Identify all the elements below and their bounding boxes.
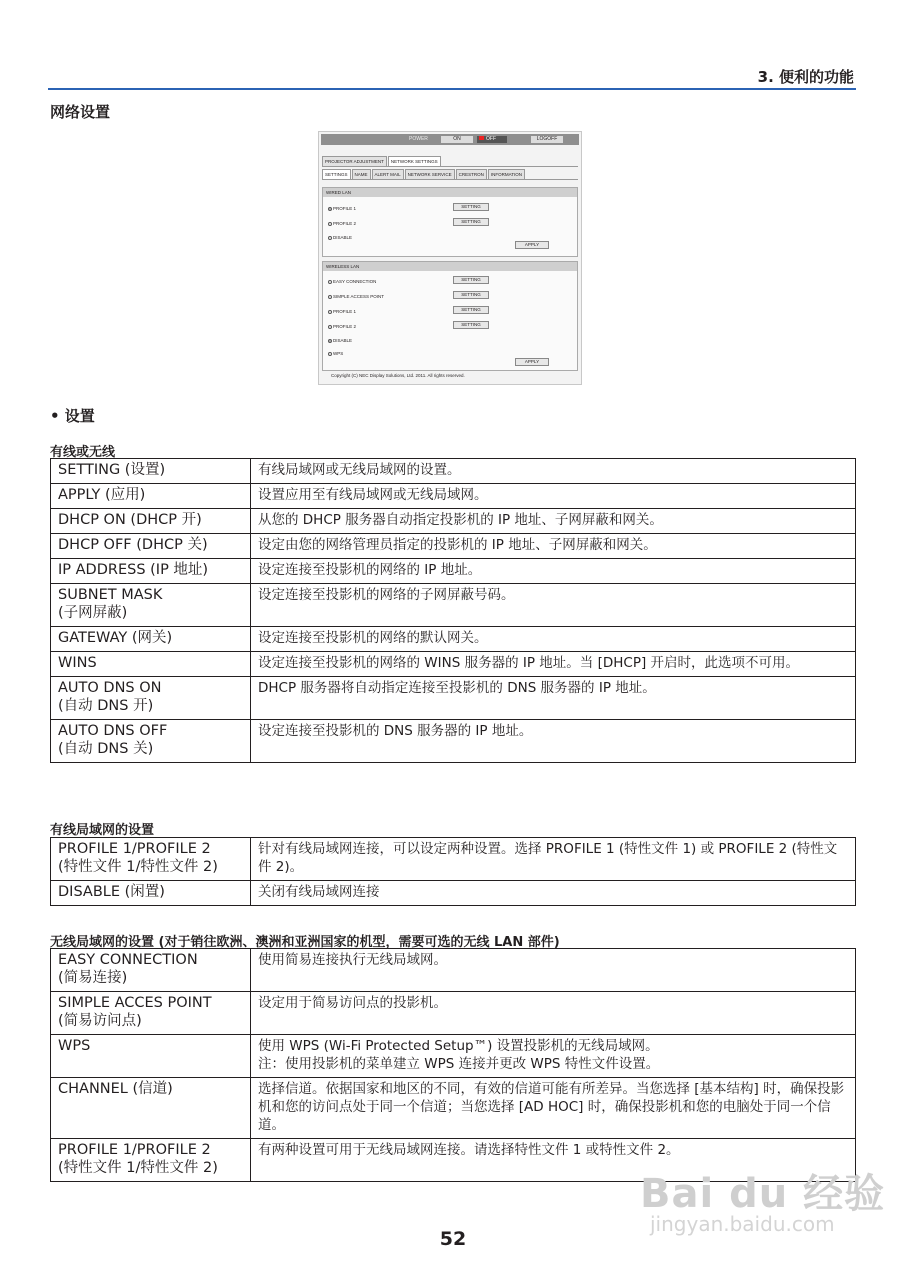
power-label: POWER xyxy=(409,136,428,142)
power-on-button[interactable]: ON xyxy=(441,136,473,143)
term-cell: PROFILE 1/PROFILE 2 (特性文件 1/特性文件 2) xyxy=(51,1139,251,1182)
wireless-profile1-radio[interactable] xyxy=(328,309,356,314)
radio-selected-icon xyxy=(328,339,332,343)
wired-lan-table xyxy=(50,837,856,906)
tab-network-settings[interactable]: NETWORK SETTINGS xyxy=(388,156,441,166)
term-cell: SETTING (设置) xyxy=(51,459,251,484)
description-cell: 使用简易连接执行无线局域网。 xyxy=(251,949,856,992)
wired-profile2-radio[interactable] xyxy=(328,221,356,226)
table-row xyxy=(51,881,856,906)
radio-icon xyxy=(328,295,332,299)
table-row xyxy=(51,627,856,652)
chapter-heading: 3. 便利的功能 xyxy=(757,68,854,86)
term-cell: DHCP OFF (DHCP 关) xyxy=(51,534,251,559)
radio-icon xyxy=(328,280,332,284)
wireless-lan-title: WIRELESS LAN xyxy=(323,262,577,271)
settings-heading: • 设置 xyxy=(50,407,95,425)
table-row xyxy=(51,584,856,627)
term-cell: WPS xyxy=(51,1035,251,1078)
radio-icon xyxy=(328,222,332,226)
radio-icon xyxy=(328,325,332,329)
power-off-button[interactable] xyxy=(477,136,507,143)
description-cell: 设定连接至投影机的网络的默认网关。 xyxy=(251,627,856,652)
power-bar xyxy=(321,134,579,145)
description-cell: 针对有线局域网连接，可以设定两种设置。选择 PROFILE 1 (特性文件 1) 或 PROFILE 2 (特性文件 2)。 xyxy=(251,838,856,881)
wireless-profile1-setting-button[interactable]: SETTING xyxy=(453,306,489,314)
wireless-simple-ap-radio[interactable] xyxy=(328,294,384,299)
term-cell: AUTO DNS ON (自动 DNS 开) xyxy=(51,677,251,720)
term-cell: SUBNET MASK (子网屏蔽) xyxy=(51,584,251,627)
table-row xyxy=(51,459,856,484)
radio-icon xyxy=(328,310,332,314)
term-cell: WINS xyxy=(51,652,251,677)
wireless-simple-ap-setting-button[interactable]: SETTING xyxy=(453,291,489,299)
page-number: 52 xyxy=(439,1228,467,1250)
wired-disable-radio[interactable] xyxy=(328,235,352,240)
description-cell: 设定连接至投影机的网络的 IP 地址。 xyxy=(251,559,856,584)
section-wired-lan-title: 有线局域网的设置 xyxy=(50,823,155,838)
table-row xyxy=(51,509,856,534)
term-cell: DISABLE (闲置) xyxy=(51,881,251,906)
description-cell: DHCP 服务器将自动指定连接至投影机的 DNS 服务器的 IP 地址。 xyxy=(251,677,856,720)
network-settings-screenshot xyxy=(318,131,582,385)
table-row xyxy=(51,677,856,720)
radio-icon xyxy=(328,236,332,240)
tab-name[interactable]: NAME xyxy=(352,169,371,179)
wired-disable-label: DISABLE xyxy=(333,235,353,240)
tab-divider xyxy=(322,166,578,167)
term-cell: GATEWAY (网关) xyxy=(51,627,251,652)
wireless-profile2-setting-button[interactable]: SETTING xyxy=(453,321,489,329)
table-row xyxy=(51,484,856,509)
term-cell: CHANNEL (信道) xyxy=(51,1078,251,1139)
section-wired-or-wireless-title: 有线或无线 xyxy=(50,445,116,460)
wired-profile2-label: PROFILE 2 xyxy=(333,221,357,226)
table-row xyxy=(51,559,856,584)
term-cell: SIMPLE ACCES POINT (简易访问点) xyxy=(51,992,251,1035)
sub-tabs xyxy=(322,169,525,179)
copyright-text: Copyright (C) NEC Display Solutions, Ltd. 2011. All rights reserved. xyxy=(331,373,465,378)
term-cell: DHCP ON (DHCP 开) xyxy=(51,509,251,534)
tab-crestron[interactable]: CRESTRON xyxy=(456,169,487,179)
main-tabs xyxy=(322,156,441,166)
wireless-apply-button[interactable]: APPLY xyxy=(515,358,549,366)
table-row xyxy=(51,1035,856,1078)
tab-information[interactable]: INFORMATION xyxy=(488,169,525,179)
wired-profile1-label: PROFILE 1 xyxy=(333,206,357,211)
wireless-lan-table xyxy=(50,948,856,1182)
table-row xyxy=(51,838,856,881)
description-cell: 从您的 DHCP 服务器自动指定投影机的 IP 地址、子网屏蔽和网关。 xyxy=(251,509,856,534)
wireless-lan-group xyxy=(322,261,578,371)
tab-projector-adjustment[interactable]: PROJECTOR ADJUSTMENT xyxy=(322,156,387,166)
wireless-profile2-radio[interactable] xyxy=(328,324,356,329)
wireless-easy-connection-radio[interactable] xyxy=(328,279,376,284)
description-cell: 选择信道。依据国家和地区的不同，有效的信道可能有所差异。当您选择 [基本结构] 时，确保投影机和您的访问点处于同一个信道；当您选择 [AD HOC] 时，确保投影机和您的电脑处于同一个信道。 xyxy=(251,1078,856,1139)
tab-alert-mail[interactable]: ALERT MAIL xyxy=(372,169,404,179)
table-row xyxy=(51,652,856,677)
wired-lan-group xyxy=(322,187,578,257)
description-cell: 设定由您的网络管理员指定的投影机的 IP 地址、子网屏蔽和网关。 xyxy=(251,534,856,559)
description-cell: 设定连接至投影机的 DNS 服务器的 IP 地址。 xyxy=(251,720,856,763)
subtab-divider xyxy=(322,179,578,180)
table-row xyxy=(51,720,856,763)
wired-profile2-setting-button[interactable]: SETTING xyxy=(453,218,489,226)
description-cell: 设定连接至投影机的网络的子网屏蔽号码。 xyxy=(251,584,856,627)
wired-profile1-radio[interactable] xyxy=(328,206,356,211)
baidu-watermark-url: jingyan.baidu.com xyxy=(650,1212,835,1236)
description-cell: 设定连接至投影机的网络的 WINS 服务器的 IP 地址。当 [DHCP] 开启时，此选项不可用。 xyxy=(251,652,856,677)
wired-or-wireless-table xyxy=(50,458,856,763)
term-cell: IP ADDRESS (IP 地址) xyxy=(51,559,251,584)
section-wireless-lan-title: 无线局域网的设置 (对于销往欧洲、澳洲和亚洲国家的机型，需要可选的无线 LAN 部件) xyxy=(50,935,560,950)
description-cell: 使用 WPS (Wi-Fi Protected Setup™) 设置投影机的无线局域网。 注：使用投影机的菜单建立 WPS 连接并更改 WPS 特性文件设置。 xyxy=(251,1035,856,1078)
term-cell: EASY CONNECTION (简易连接) xyxy=(51,949,251,992)
radio-selected-icon xyxy=(328,207,332,211)
logoff-button[interactable]: LOGOFF xyxy=(531,136,563,143)
header-rule xyxy=(48,88,856,90)
term-cell: PROFILE 1/PROFILE 2 (特性文件 1/特性文件 2) xyxy=(51,838,251,881)
tab-network-service[interactable]: NETWORK SERVICE xyxy=(405,169,455,179)
description-cell: 设置应用至有线局域网或无线局域网。 xyxy=(251,484,856,509)
term-cell: APPLY (应用) xyxy=(51,484,251,509)
term-cell: AUTO DNS OFF (自动 DNS 关) xyxy=(51,720,251,763)
table-row xyxy=(51,1078,856,1139)
wireless-disable-label: DISABLE xyxy=(333,338,353,343)
radio-icon xyxy=(328,352,332,356)
wired-profile1-setting-button[interactable]: SETTING xyxy=(453,203,489,211)
wired-apply-button[interactable]: APPLY xyxy=(515,241,549,249)
table-row xyxy=(51,949,856,992)
wireless-disable-radio[interactable] xyxy=(328,338,352,343)
power-off-label: OFF xyxy=(486,136,496,142)
wireless-easy-connection-label: EASY CONNECTION xyxy=(333,279,377,284)
tab-settings[interactable]: SETTINGS xyxy=(322,169,351,179)
wireless-wps-label: WPS xyxy=(333,351,344,356)
wireless-simple-ap-label: SIMPLE ACCESS POINT xyxy=(333,294,385,299)
description-cell: 有两种设置可用于无线局域网连接。请选择特性文件 1 或特性文件 2。 xyxy=(251,1139,856,1182)
table-row xyxy=(51,992,856,1035)
baidu-watermark-logo: Bai du 经验 xyxy=(640,1171,886,1217)
wireless-profile2-label: PROFILE 2 xyxy=(333,324,357,329)
table-row xyxy=(51,534,856,559)
wireless-wps-radio[interactable] xyxy=(328,351,343,356)
description-cell: 有线局域网或无线局域网的设置。 xyxy=(251,459,856,484)
power-led-icon xyxy=(479,136,484,140)
wired-lan-title: WIRED LAN xyxy=(323,188,577,197)
section-title: 网络设置 xyxy=(50,103,111,121)
description-cell: 关闭有线局域网连接 xyxy=(251,881,856,906)
wireless-profile1-label: PROFILE 1 xyxy=(333,309,357,314)
wireless-easy-setting-button[interactable]: SETTING xyxy=(453,276,489,284)
description-cell: 设定用于简易访问点的投影机。 xyxy=(251,992,856,1035)
